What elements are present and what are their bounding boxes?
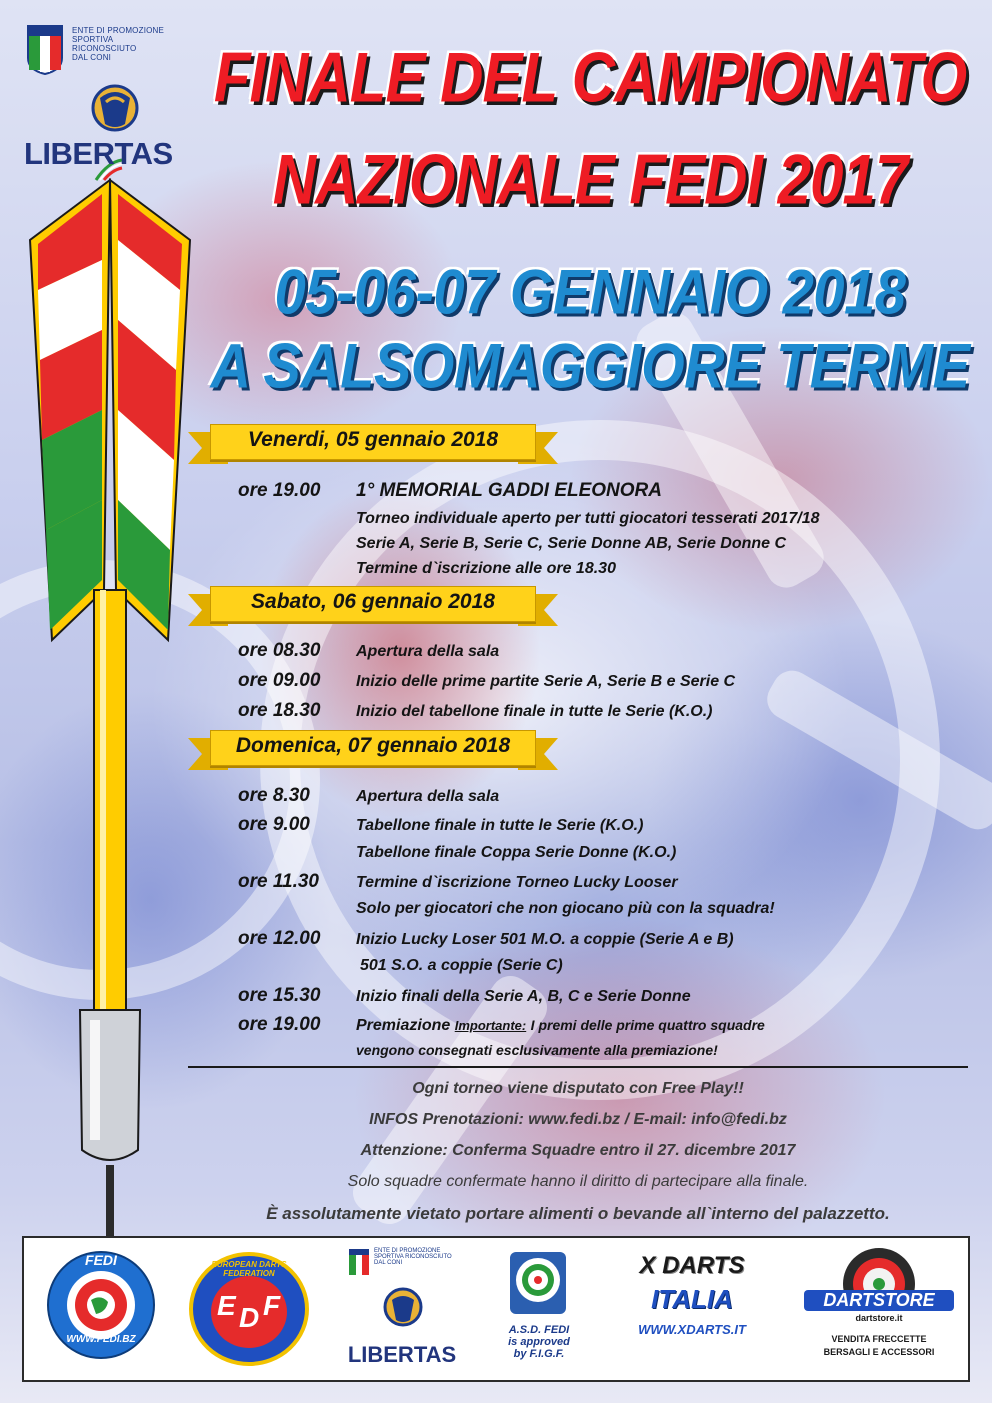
xdarts-italia: ITALIA: [651, 1284, 733, 1314]
schedule-row: [238, 700, 713, 722]
italia-shield-icon: [348, 1248, 370, 1278]
libertas-emblem-icon: [378, 1282, 428, 1332]
libertas-sponsor-logo: [342, 1238, 462, 1380]
note-solo-squadre: Solo squadre confermate hanno il diritto di partecipare alla finale.: [347, 1173, 809, 1190]
note-free-play: Ogni torneo viene disputato con Free Play!!: [412, 1080, 744, 1097]
event-desc: Termine d`iscrizione Torneo Lucky Looser: [356, 874, 678, 891]
note-infos: INFOS Prenotazioni: www.fedi.bz / E-mail: info@fedi.bz: [369, 1111, 787, 1128]
dartstore-logo: [804, 1238, 954, 1380]
edf-letter: F: [263, 1290, 281, 1321]
libertas-logo: [22, 18, 202, 178]
asd-text: [494, 1324, 584, 1360]
event-time: ore 11.30: [238, 871, 319, 892]
dartstore-name: DARTSTORE: [804, 1290, 954, 1311]
divider: [188, 1066, 968, 1068]
note-vietato: È assolutamente vietato portare alimenti o bevande all`interno del palazzetto.: [266, 1204, 890, 1223]
schedule-row: [238, 928, 734, 950]
event-detail: 501 S.O. a coppie (Serie C): [360, 957, 563, 974]
libertas-ente-text: ENTE DI PROMOZIONE SPORTIVA RICONOSCIUTO DAL CONI: [374, 1248, 452, 1266]
asd-line: A.S.D. FEDI: [508, 1324, 570, 1336]
day-banner-sabato: [188, 586, 558, 630]
dart-illustration: [20, 170, 200, 1250]
ente-line: RICONOSCIUTO: [72, 44, 137, 53]
event-time: ore 9.00: [238, 814, 310, 835]
xdarts-url: WWW.XDARTS.IT: [638, 1322, 746, 1337]
event-detail: Serie A, Serie B, Serie C, Serie Donne AB, Serie Donne C: [356, 535, 787, 552]
edf-arc-text: EUROPEAN DARTS FEDERATION: [211, 1260, 287, 1278]
ente-line: SPORTIVA: [72, 35, 114, 44]
edf-letter: E: [217, 1290, 236, 1321]
title-line-1: FINALE DEL CAMPIONATO: [213, 37, 967, 117]
xdarts-logo: [612, 1238, 772, 1380]
ente-promozione-text: [72, 26, 164, 62]
edf-letter: D: [239, 1302, 260, 1333]
xdarts-title: X DARTS: [639, 1252, 745, 1279]
libertas-emblem-icon: [70, 58, 160, 138]
schedule-row: [238, 814, 643, 836]
day-banner-venerdi: [188, 424, 558, 468]
event-detail: Solo per giocatori che non giocano più con la squadra!: [356, 900, 775, 917]
day-label: Domenica, 07 gennaio 2018: [235, 734, 511, 757]
event-detail: vengono consegnati esclusivamente alla premiazione!: [356, 1042, 718, 1058]
event-desc: Tabellone finale in tutte le Serie (K.O.): [356, 817, 644, 834]
fedi-name: FEDI: [85, 1252, 117, 1268]
event-detail: Termine d`iscrizione alle ore 18.30: [356, 560, 616, 577]
asd-line: is approved: [508, 1336, 570, 1348]
schedule-row: [238, 1014, 765, 1036]
event-time: ore 19.00: [238, 1014, 321, 1035]
fedi-url: WWW.FEDI.BZ: [66, 1334, 136, 1345]
event-time: ore 08.30: [238, 640, 321, 661]
event-desc: Inizio del tabellone finale in tutte le Serie (K.O.): [356, 703, 713, 720]
schedule-row: [238, 785, 499, 807]
event-desc: Premiazione: [356, 1017, 451, 1034]
libertas-wordmark: LIBERTAS: [24, 136, 173, 171]
schedule-row: [238, 985, 691, 1007]
fedi-logo: [46, 1238, 156, 1380]
schedule-row: [238, 871, 678, 893]
asd-line: by F.I.G.F.: [513, 1348, 565, 1360]
schedule-row: [238, 640, 499, 662]
schedule-row: [238, 670, 735, 692]
event-detail: Tabellone finale Coppa Serie Donne (K.O.): [356, 844, 677, 861]
schedule-row: [238, 480, 662, 502]
sponsor-strip: [22, 1236, 970, 1382]
event-time: ore 09.00: [238, 670, 321, 691]
date-title: 05-06-07 GENNAIO 2018: [274, 256, 906, 327]
libertas-sponsor-name: LIBERTAS: [347, 1342, 457, 1367]
important-label: Importante:: [454, 1018, 527, 1033]
day-label: Venerdi, 05 gennaio 2018: [247, 428, 499, 451]
title-line-2: NAZIONALE FEDI 2017: [272, 139, 908, 219]
dartstore-line: VENDITA FRECCETTE: [831, 1334, 927, 1344]
day-label: Sabato, 06 gennaio 2018: [251, 590, 495, 613]
event-time: ore 18.30: [238, 700, 321, 721]
note-attenzione: Attenzione: Conferma Squadre entro il 27. dicembre 2017: [360, 1142, 796, 1159]
event-desc: Apertura della sala: [356, 788, 500, 805]
edf-logo: [189, 1238, 309, 1380]
important-text: I premi delle prime quattro squadre: [530, 1017, 765, 1033]
italia-shield-icon: [26, 24, 64, 76]
asd-fedi-logo: [494, 1238, 584, 1380]
event-desc: Inizio Lucky Loser 501 M.O. a coppie (Serie A e B): [356, 931, 734, 948]
ente-line: ENTE DI PROMOZIONE: [72, 26, 165, 35]
event-time: ore 19.00: [238, 480, 321, 501]
event-time: ore 8.30: [238, 785, 310, 806]
dartstore-line: BERSAGLI E ACCESSORI: [823, 1347, 935, 1357]
event-time: ore 15.30: [238, 985, 321, 1006]
dartboard-icon: [508, 1250, 568, 1316]
ente-line: DAL CONI: [72, 53, 112, 62]
day-banner-domenica: [188, 730, 558, 774]
location-title: A SALSOMAGGIORE TERME: [210, 330, 970, 401]
event-desc: Inizio delle prime partite Serie A, Serie B e Serie C: [356, 673, 736, 690]
event-desc: Inizio finali della Serie A, B, C e Serie Donne: [356, 988, 691, 1005]
event-desc: 1° MEMORIAL GADDI ELEONORA: [356, 480, 662, 501]
event-time: ore 12.00: [238, 928, 321, 949]
event-desc: Apertura della sala: [356, 643, 500, 660]
dartstore-url: dartstore.it: [855, 1313, 903, 1323]
event-detail: Torneo individuale aperto per tutti giocatori tesserati 2017/18: [356, 510, 820, 527]
